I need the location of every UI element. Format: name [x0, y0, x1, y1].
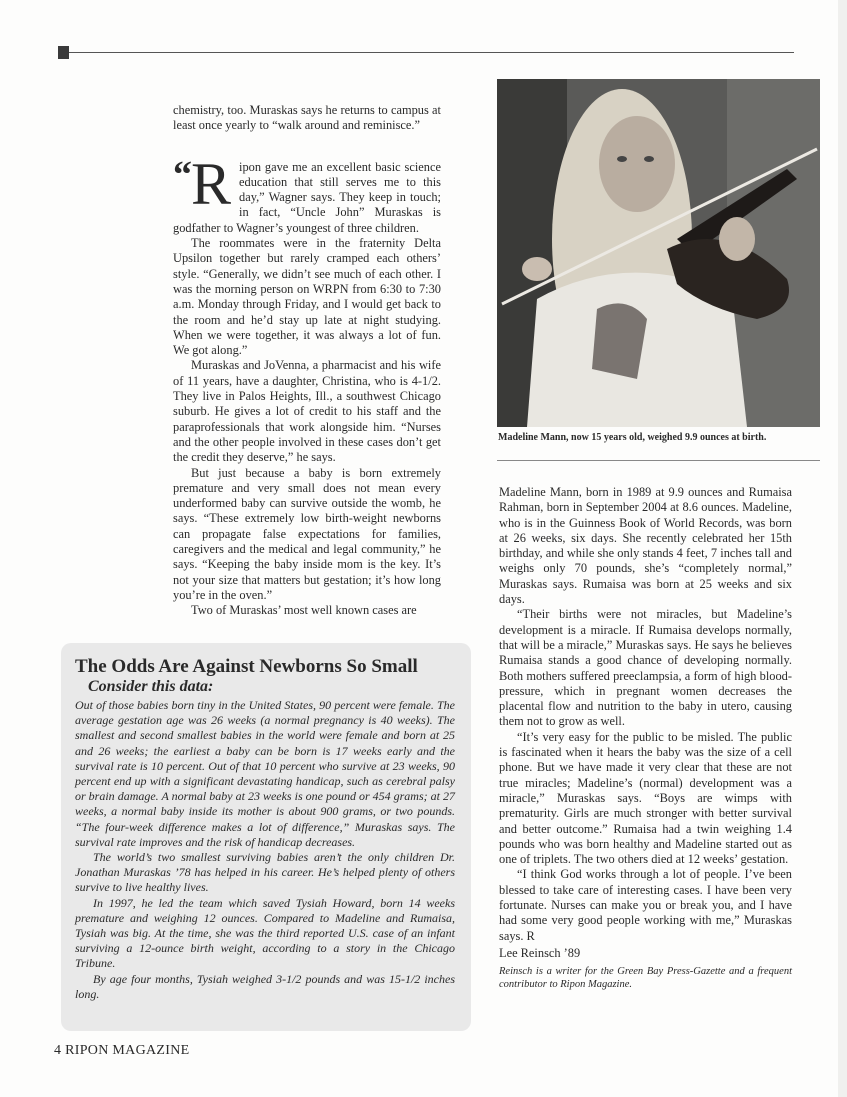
caption-rule [497, 460, 820, 461]
header-rule [69, 52, 794, 53]
right-paragraph-1: Madeline Mann, born in 1989 at 9.9 ounces and Rumaisa Rahman, born in September 2004 at 8.6 ounces. Madeline, who is in the Guinness Book of World Records, was born at 26 weeks, six days. She recently celebrated her 15th birthday, and while she only stands 4 feet, 7 inches tall and weighs only 70 pounds, she’s “completely normal,” Muraskas says. Rumaisa was born at 25 weeks and six days. [499, 485, 792, 607]
drop-cap-quote-mark: “ [173, 153, 192, 196]
author-signature: Lee Reinsch ’89 [499, 945, 581, 960]
right-article-column [499, 485, 792, 991]
left-paragraph-4: Muraskas and JoVenna, a pharmacist and his wife of 11 years, have a daughter, Christina, who is 4-1/2. They live in Palos Heights, Ill., a southwest Chicago suburb. He gives a lot of credit to his staff and the paraprofessionals that work alongside him. “Nurses and the other people involved in these cases don’t get the credit they deserve,” he says. [173, 358, 441, 465]
sidebar-title: The Odds Are Against Newborns So Small [75, 656, 418, 677]
end-mark: R [526, 928, 535, 943]
left-paragraph-2-text: ipon gave me an excellent basic science education that still serves me to this day,” Wagner says. They keep in touch; in fact, “Uncle John” Muraskas is godfather to Wagner’s youngest of three children. [173, 159, 441, 235]
author-bio: Reinsch is a writer for the Green Bay Press-Gazette and a frequent contributor to Ripon Magazine. [499, 966, 792, 991]
sidebar-paragraph-1: Out of those babies born tiny in the United States, 90 percent were female. The average gestation age was 26 weeks (a normal pregnancy is 40 weeks). The smallest and second smallest babies in the world were female and born at 25 and 26 weeks; the earliest a baby can be born is 17 weeks early and the survival rate is 10 percent. Out of that 10 percent who survive at 23 weeks, 90 percent end up with a significant devastating handicap, such as cerebral palsy or brain damage. A normal baby at 23 weeks is one pound or 454 grams; at 27 weeks, a normal baby inside its mother is about 900 grams, or two pounds. “The four-week difference makes a lot of difference,” Muraskas says. The survival rate improves and the risk of handicap decreases. [75, 698, 455, 849]
sidebar-subtitle: Consider this data: [88, 678, 214, 695]
page-folio: 4 RIPON MAGAZINE [54, 1043, 190, 1058]
right-paragraph-2: “Their births were not miracles, but Madeline’s development is a miracle. If Rumaisa develops normally, that will be a miracle,” Muraskas says. He says he believes Rumaisa stands a good chance of developing normally. Both mothers suffered preeclampsia, a form of high blood-pressure, which in pregnant women decreases the placental flow and nutrition to the baby in utero, causing them not to grow as well. [499, 607, 792, 729]
left-paragraph-3: The roommates were in the fraternity Delta Upsilon together but rarely cramped each others’ style. “Generally, we didn’t see much of each other. I was the morning person on WRPN from 6:30 to 7:30 a.m. Monday through Friday, and I would get back to the room and he’d stay up late at night studying. When we were together, it was always a lot of fun. We got along.” [173, 236, 441, 358]
violinist-photo-illustration [497, 79, 820, 427]
drop-cap-letter: R [191, 150, 232, 217]
sidebar-body [75, 698, 455, 1002]
violinist-photo [497, 79, 820, 427]
left-paragraph-5: But just because a baby is born extremely premature and very small does not mean every underformed baby can survive outside the womb, he says. “These extremely low birth-weight newborns can propagate false expectations for families, caregivers and the medical and legal community,” he says. “Keeping the baby inside mom is the key. It’s not your size that matters but gestation; it’s how long you’re in the oven.” [173, 465, 441, 602]
drop-cap [173, 150, 237, 217]
left-paragraph-2 [173, 150, 441, 236]
page-edge [838, 0, 847, 1097]
sidebar-paragraph-3: In 1997, he led the team which saved Tysiah Howard, born 14 weeks premature and weighing 12 ounces. Compared to Madeline and Rumaisa, Tysiah was big. At the time, she was the third reported U.S. case of an infant surviving a 12-ounce birth weight, according to a story in the Chicago Tribune. [75, 895, 455, 971]
right-paragraph-4-text: “I think God works through a lot of people. I’ve been blessed to take care of interesting cases. I have been very fortunate. Nurses can make you or break you, and I have had some very good people working with me,” Muraskas says. [499, 867, 792, 943]
left-article-column [173, 103, 441, 619]
right-paragraph-4 [499, 867, 792, 943]
sidebar-paragraph-2: The world’s two smallest surviving babies aren’t the only children Dr. Jonathan Muraskas ’78 has helped in his career. He’s helped plenty of others survive to live healthy lives. [75, 850, 455, 895]
right-paragraph-3: “It’s very easy for the public to be misled. The public is fascinated when it hears the baby was the size of a cell phone. But we have made it very clear that these are not true miracles; Madeline’s (normal) development was a miracle,” Muraskas says. “Boys are wimps with prematurity. Girls are much stronger with better survival and better outcome.” Rumaisa had a twin weighing 1.4 pounds who was born healthy and Madeline started out as one of triplets. The two others died at 12 weeks’ gestation. [499, 729, 792, 867]
photo-caption: Madeline Mann, now 15 years old, weighed 9.9 ounces at birth. [498, 432, 767, 443]
left-paragraph-6: Two of Muraskas’ most well known cases are [191, 603, 417, 618]
header-rule-marker [58, 46, 69, 59]
sidebar-paragraph-4: By age four months, Tysiah weighed 3-1/2 pounds and was 15-1/2 inches long. [75, 971, 455, 1001]
left-paragraph-1: chemistry, too. Muraskas says he returns to campus at least once yearly to “walk around and reminisce.” [173, 103, 441, 133]
